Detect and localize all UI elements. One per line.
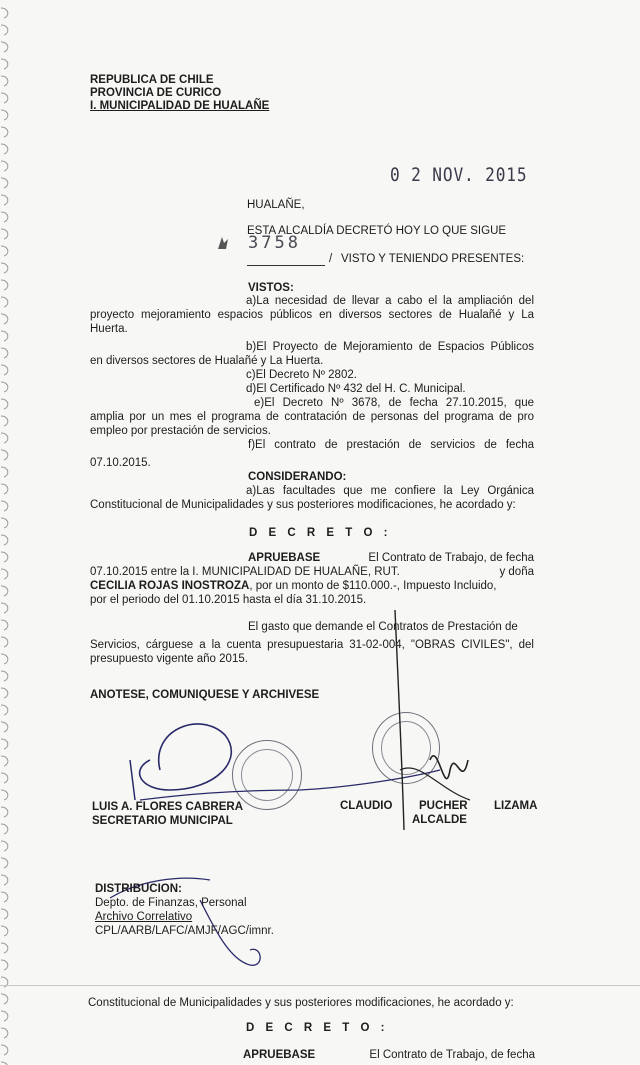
considerando-a-line2: Constitucional de Municipalidades y sus posteriores modificaciones, he acordado y:	[90, 499, 516, 511]
bleed-apruebase-rest: El Contrato de Trabajo, de fecha	[369, 1049, 535, 1061]
bleed-apruebase-lead: APRUEBASE	[243, 1049, 316, 1061]
decree-number: 3758	[248, 233, 301, 253]
gasto-line1: El gasto que demande el Contratos de Prestación de	[248, 621, 518, 633]
mayor-last-name: LIZAMA	[494, 800, 538, 812]
distribution-block	[95, 882, 274, 938]
letterhead-municipality: I. MUNICIPALIDAD DE HUALAÑE	[90, 100, 270, 112]
bleed-apruebase-line	[243, 1048, 535, 1062]
mayor-middle-name: PUCHER	[419, 800, 468, 812]
considerando-title: CONSIDERANDO:	[248, 471, 347, 483]
gasto-line3: presupuesto vigente año 2015.	[90, 653, 248, 665]
apruebase-line1-rest: El Contrato de Trabajo, de fecha	[368, 552, 534, 564]
apruebase-lead: APRUEBASE	[248, 552, 321, 564]
mayor-first-name: CLAUDIO	[340, 800, 393, 812]
decreto-title: D E C R E T O :	[249, 527, 392, 539]
anotese-line: ANOTESE, COMUNIQUESE Y ARCHIVESE	[90, 689, 320, 701]
apruebase-line4: por el periodo del 01.10.2015 hasta el día 31.10.2015.	[90, 594, 367, 606]
bleed-decreto-title: D E C R E T O :	[246, 1022, 389, 1034]
visto-b-line1: b)El Proyecto de Mejoramiento de Espacios Públicos	[246, 341, 534, 353]
page-overlap-edge	[0, 985, 640, 986]
visto-d: d)El Certificado Nº 432 del H. C. Municipal.	[246, 383, 466, 395]
distribution-line2: Archivo Correlativo	[95, 911, 193, 923]
date-stamp: 0 2 NOV. 2015	[390, 164, 528, 186]
contractor-name: CECILIA ROJAS INOSTROZA	[90, 580, 250, 592]
visto-a-line1: a)La necesidad de llevar a cabo el la ampliación del	[246, 295, 534, 307]
visto-e-line1: e)El Decreto Nº 3678, de fecha 27.10.2015, que	[254, 397, 534, 409]
visto-e-line3: empleo por prestación de servicios.	[90, 425, 271, 437]
visto-a-line2: proyecto mejoramiento espacios públicos en diversos sectores de Hualañé y La	[90, 309, 534, 321]
gasto-line2: Servicios, cárguese a la cuenta presupuestaria 31-02-004, "OBRAS CIVILES", del	[90, 639, 534, 651]
visto-f-line2: 07.10.2015.	[90, 457, 151, 469]
visto-a-line3: Huerta.	[90, 323, 128, 335]
distribution-title: DISTRIBUCION:	[95, 883, 182, 895]
letterhead-country: REPUBLICA DE CHILE	[90, 74, 214, 86]
secretary-name: LUIS A. FLORES CABRERA	[92, 801, 243, 813]
visto-c: c)El Decreto Nº 2802.	[246, 369, 357, 381]
bleed-considerando-line: Constitucional de Municipalidades y sus posteriores modificaciones, he acordado y:	[88, 997, 514, 1009]
visto-e-line2: amplia por un mes el programa de contratación de personas del programa de pro	[90, 411, 534, 423]
visto-slash: /	[329, 253, 333, 265]
letterhead-province: PROVINCIA DE CURICO	[90, 87, 222, 99]
place-line: HUALAÑE,	[247, 199, 305, 211]
intro-line: ESTA ALCALDÍA DECRETÓ HOY LO QUE SIGUE	[247, 225, 507, 237]
vistos-title: VISTOS:	[248, 282, 294, 294]
secretary-title: SECRETARIO MUNICIPAL	[92, 815, 233, 827]
apruebase-line2b: y doña	[499, 566, 534, 578]
mayor-title: ALCALDE	[412, 814, 467, 826]
apruebase-line3-rest: , por un monto de $110.000.-, Impuesto Incluido,	[249, 580, 497, 592]
distribution-line1: Depto. de Finanzas, Personal	[95, 897, 247, 909]
distribution-line3: CPL/AARB/LAFC/AMJF/AGC/imnr.	[95, 925, 274, 937]
visto-f-line1: f)El contrato de prestación de servicios de fecha	[248, 439, 534, 451]
visto-line: VISTO Y TENIENDO PRESENTES:	[341, 253, 525, 265]
visto-b-line2: en diversos sectores de Hualañé y La Huerta.	[90, 355, 324, 367]
apruebase-line2a: 07.10.2015 entre la I. MUNICIPALIDAD DE HUALAÑE, RUT.	[90, 566, 400, 578]
considerando-a-line1: a)Las facultades que me confiere la Ley Orgánica	[246, 485, 534, 497]
